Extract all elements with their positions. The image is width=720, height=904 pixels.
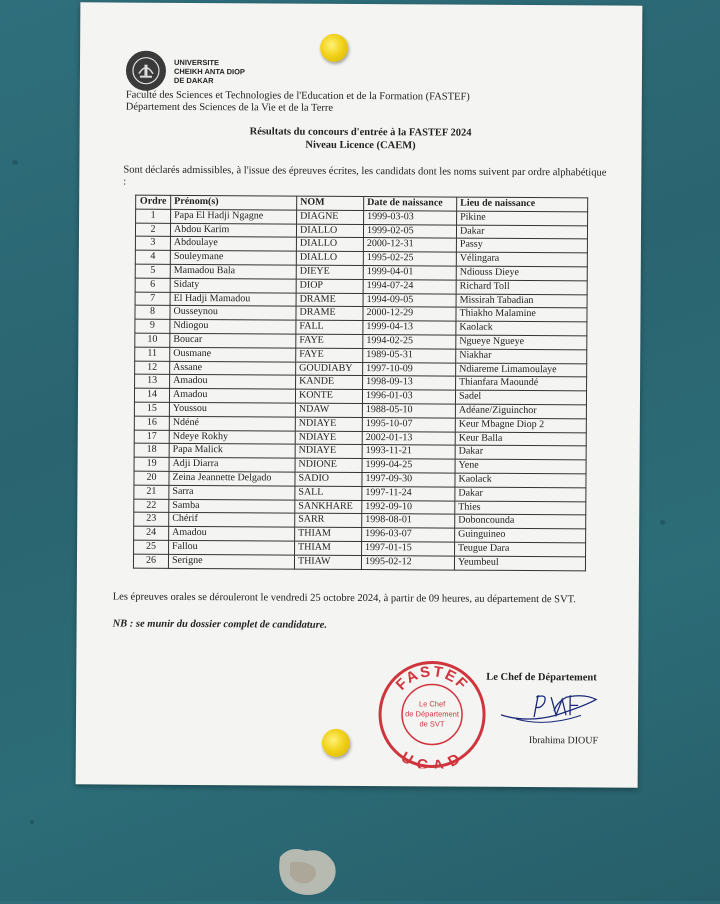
order-cell: 10 [135,333,170,347]
order-cell: 4 [135,250,170,264]
notice-paper [76,2,643,787]
birth-date-cell: 1993-11-21 [362,445,455,459]
bottom-pushpin [322,729,350,757]
first-name-cell: Papa El Hadji Ngagne [171,209,297,224]
svg-text:FASTEF: FASTEF [392,663,472,695]
birth-date-cell: 1995-02-25 [363,252,456,266]
title-line-2: Niveau Licence (CAEM) [305,139,416,152]
birth-date-cell: 1998-09-13 [363,376,456,390]
order-cell: 19 [134,457,169,471]
last-name-cell: THIAW [294,555,361,569]
birth-date-cell: 2002-01-13 [362,431,455,445]
document-title [79,124,641,153]
birth-place-cell: Thianfara Maoundé [456,376,587,391]
birth-place-cell: Passy [456,238,587,253]
first-name-cell: Youssou [169,402,295,417]
column-header: Lieu de naissance [457,197,588,212]
birth-place-cell: Richard Toll [456,280,587,295]
last-name-cell: KONTE [295,389,362,403]
order-cell: 9 [135,319,170,333]
birth-place-cell: Ngueye Ngueye [456,335,587,350]
order-cell: 5 [135,264,170,278]
first-name-cell: Papa Malick [169,444,295,459]
last-name-cell: DRAME [296,293,363,307]
birth-date-cell: 1995-02-12 [361,555,454,569]
last-name-cell: NDIONE [295,458,362,472]
column-header: Ordre [136,195,171,209]
last-name-cell: SANKHARE [295,500,362,514]
board-speck [12,160,18,165]
first-name-cell: Serigne [168,554,294,569]
last-name-cell: DIALLO [296,251,363,265]
last-name-cell: FAYE [296,334,363,348]
oral-exam-notice: Les épreuves orales se dérouleront le vendredi 25 octobre 2024, à partir de 09 heures, au département de SVT. [112,591,576,606]
birth-place-cell: Kaolack [455,473,586,488]
svg-text:de Département: de Département [405,709,459,719]
last-name-cell: NDIAYE [295,431,362,445]
first-name-cell: Amadou [169,388,295,403]
handwritten-signature [496,685,606,736]
last-name-cell: THIAM [295,527,362,541]
birth-place-cell: Dakar [455,445,586,460]
title-line-1: Résultats du concours d'entrée à la FASTEF 2024 [249,126,472,139]
birth-date-cell: 1994-09-05 [363,293,456,307]
birth-place-cell: Kaolack [456,321,587,336]
signatory-name: Ibrahima DIOUF [528,735,599,747]
birth-date-cell: 1992-09-10 [362,500,455,514]
birth-date-cell: 1995-10-07 [362,417,455,431]
order-cell: 24 [134,526,169,540]
first-name-cell: Mamadou Bala [170,264,296,279]
birth-place-cell: Dakar [456,225,587,240]
order-cell: 18 [134,443,169,457]
svg-text:Le Chef: Le Chef [418,699,446,709]
university-logo [126,51,166,91]
order-cell: 6 [135,278,170,292]
last-name-cell: NDIAYE [295,444,362,458]
birth-date-cell: 1997-09-30 [362,472,455,486]
department-head-title: Le Chef de Département [486,671,597,684]
order-cell: 25 [134,540,169,554]
university-header [126,51,245,92]
fastef-stamp [376,656,489,774]
last-name-cell: FAYE [296,348,363,362]
birth-date-cell: 1996-01-03 [362,390,455,404]
last-name-cell: DIOP [296,279,363,293]
last-name-cell: DIALLO [296,224,363,238]
order-cell: 8 [135,306,170,320]
first-name-cell: Boucar [170,333,296,348]
order-cell: 11 [135,347,170,361]
first-name-cell: Sidaty [170,278,296,293]
first-name-cell: Abdoulaye [170,237,296,252]
birth-date-cell: 1997-01-15 [362,541,455,555]
university-name: UNIVERSITE CHEIKH ANTA DIOP DE DAKAR [173,57,245,85]
first-name-cell: Assane [170,361,296,376]
birth-place-cell: Thiakho Malamine [456,307,587,322]
birth-date-cell: 1994-02-25 [363,334,456,348]
birth-date-cell: 1996-03-07 [362,528,455,542]
last-name-cell: KANDE [296,375,363,389]
birth-place-cell: Ndiouss Dieye [456,266,587,281]
birth-date-cell: 1999-04-13 [363,321,456,335]
last-name-cell: DIEYE [296,265,363,279]
birth-place-cell: Ndiareme Limamoulaye [456,363,587,378]
order-cell: 14 [134,388,169,402]
birth-place-cell: Teugue Dara [455,542,586,557]
birth-date-cell: 2000-12-29 [363,307,456,321]
first-name-cell: Abdou Karim [170,223,296,238]
order-cell: 1 [136,209,171,223]
order-cell: 13 [135,374,170,388]
birth-place-cell: Thies [455,501,586,516]
last-name-cell: GOUDIABY [296,362,363,376]
birth-place-cell: Pikine [457,211,588,226]
birth-place-cell: Sadel [455,390,586,405]
first-name-cell: El Hadji Mamadou [170,292,296,307]
first-name-cell: Souleymane [170,251,296,266]
order-cell: 20 [134,471,169,485]
board-speck [30,820,34,824]
last-name-cell: SARR [295,513,362,527]
order-cell: 26 [133,554,168,568]
first-name-cell: Ousseynou [170,306,296,321]
order-cell: 2 [135,223,170,237]
svg-text:UCAD: UCAD [397,748,466,769]
order-cell: 7 [135,292,170,306]
order-cell: 15 [134,402,169,416]
birth-date-cell: 1997-10-09 [363,362,456,376]
birth-place-cell: Keur Mbagne Diop 2 [455,418,586,433]
board-speck [660,520,665,525]
birth-date-cell: 2000-12-31 [363,238,456,252]
svg-text:de SVT: de SVT [419,719,445,729]
first-name-cell: Amadou [169,526,295,541]
results-table [133,195,588,571]
birth-place-cell: Keur Balla [455,432,586,447]
last-name-cell: DIALLO [296,238,363,252]
last-name-cell: DIAGNE [297,210,364,224]
order-cell: 3 [135,237,170,251]
order-cell: 12 [135,361,170,375]
order-cell: 16 [134,416,169,430]
birth-date-cell: 1999-03-03 [364,210,457,224]
order-cell: 21 [134,485,169,499]
birth-place-cell: Missirah Tabadian [456,294,587,309]
birth-place-cell: Dakar [455,487,586,502]
column-header: Prénom(s) [171,195,297,210]
column-header: Date de naissance [364,197,457,211]
table-row [133,554,585,571]
birth-date-cell: 1997-11-24 [362,486,455,500]
birth-place-cell: Yeumbeul [454,556,585,571]
birth-place-cell: Niakhar [456,349,587,364]
birth-date-cell: 1989-05-31 [363,348,456,362]
birth-date-cell: 1994-07-24 [363,279,456,293]
order-cell: 17 [134,430,169,444]
first-name-cell: Samba [169,499,295,514]
top-pushpin [320,34,348,62]
first-name-cell: Ndéné [169,416,295,431]
faculty-info [126,90,470,116]
first-name-cell: Ndeye Rokhy [169,430,295,445]
birth-date-cell: 1999-04-01 [363,266,456,280]
birth-date-cell: 1999-04-25 [362,459,455,473]
first-name-cell: Chérif [169,513,295,528]
last-name-cell: FALL [296,320,363,334]
birth-date-cell: 1998-08-01 [362,514,455,528]
column-header: NOM [297,196,364,210]
last-name-cell: NDAW [295,403,362,417]
faculty-name: Faculté des Sciences et Technologies de l'Education et de la Formation (FASTEF) [125,89,470,103]
order-cell: 22 [134,499,169,513]
intro-text: Sont déclarés admissibles, à l'issue des épreuves écrites, les candidats dont les noms suivent par ordre alphabétique : [123,164,607,188]
birth-place-cell: Doboncounda [455,514,586,529]
birth-place-cell: Adéane/Ziguinchor [455,404,586,419]
first-name-cell: Fallou [169,540,295,555]
board-debris [272,843,342,904]
birth-place-cell: Guinguineo [455,528,586,543]
last-name-cell: SADIO [295,472,362,486]
birth-place-cell: Vélingara [456,252,587,267]
birth-date-cell: 1999-02-05 [363,224,456,238]
birth-place-cell: Yene [455,459,586,474]
first-name-cell: Zeina Jeannette Delgado [169,471,295,486]
last-name-cell: THIAM [295,541,362,555]
last-name-cell: NDIAYE [295,417,362,431]
first-name-cell: Sarra [169,485,295,500]
first-name-cell: Adji Diarra [169,457,295,472]
nb-note: NB : se munir du dossier complet de candidature. [112,618,328,631]
last-name-cell: DRAME [296,306,363,320]
order-cell: 23 [134,512,169,526]
birth-date-cell: 1988-05-10 [362,403,455,417]
first-name-cell: Ndiogou [170,320,296,335]
department-name: Département des Sciences de la Vie et de la Terre [125,101,334,114]
last-name-cell: SALL [295,486,362,500]
first-name-cell: Amadou [170,375,296,390]
first-name-cell: Ousmane [170,347,296,362]
